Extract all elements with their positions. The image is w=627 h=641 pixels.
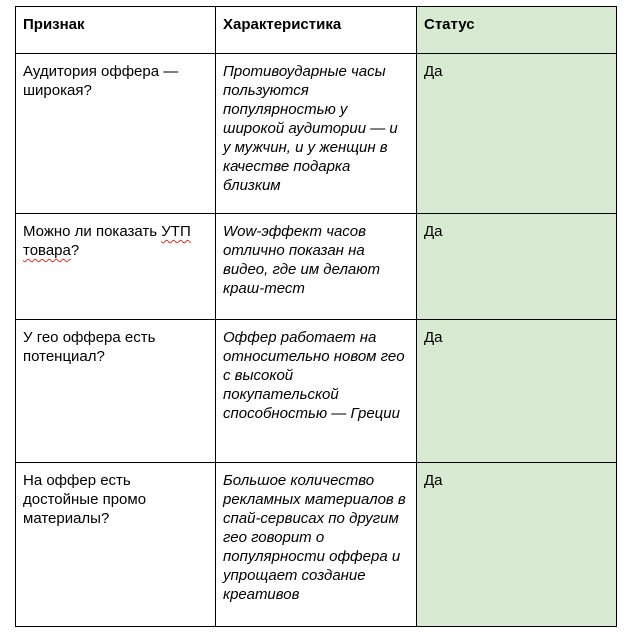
- feature-cell: [16, 214, 216, 320]
- table-row: [16, 320, 617, 463]
- feature-cell: Аудитория оффера — широкая?: [16, 54, 216, 214]
- table-row: [16, 214, 617, 320]
- feature-text-part: ?: [70, 242, 80, 259]
- table-row: [16, 463, 617, 627]
- table-header-row: [16, 7, 617, 54]
- feature-text-part: Можно ли показать: [23, 223, 162, 240]
- characteristic-cell: Противоударные часы пользуются популярностью у широкой аудитории — и у мужчин, и у женщин в качестве подарка близким: [216, 54, 417, 214]
- characteristic-cell: Wow-эффект часов отлично показан на видео, где им делают краш-тест: [216, 214, 417, 320]
- comparison-table: [15, 6, 617, 627]
- status-cell: Да: [417, 463, 617, 627]
- header-characteristic: Характеристика: [216, 7, 417, 54]
- characteristic-cell: Оффер работает на относительно новом гео с высокой покупательской способностью — Греции: [216, 320, 417, 463]
- feature-cell: У гео оффера есть потенциал?: [16, 320, 216, 463]
- feature-cell: На оффер есть достойные промо материалы?: [16, 463, 216, 627]
- header-status: Статус: [417, 7, 617, 54]
- characteristic-cell: Большое количество рекламных материалов в спай-сервисах по другим гео говорит о популярности оффера и упрощает создание креативов: [216, 463, 417, 627]
- status-cell: Да: [417, 320, 617, 463]
- header-feature: Признак: [16, 7, 216, 54]
- spellcheck-underlined-text: УТП товара: [23, 223, 191, 259]
- table-row: [16, 54, 617, 214]
- status-cell: Да: [417, 214, 617, 320]
- status-cell: Да: [417, 54, 617, 214]
